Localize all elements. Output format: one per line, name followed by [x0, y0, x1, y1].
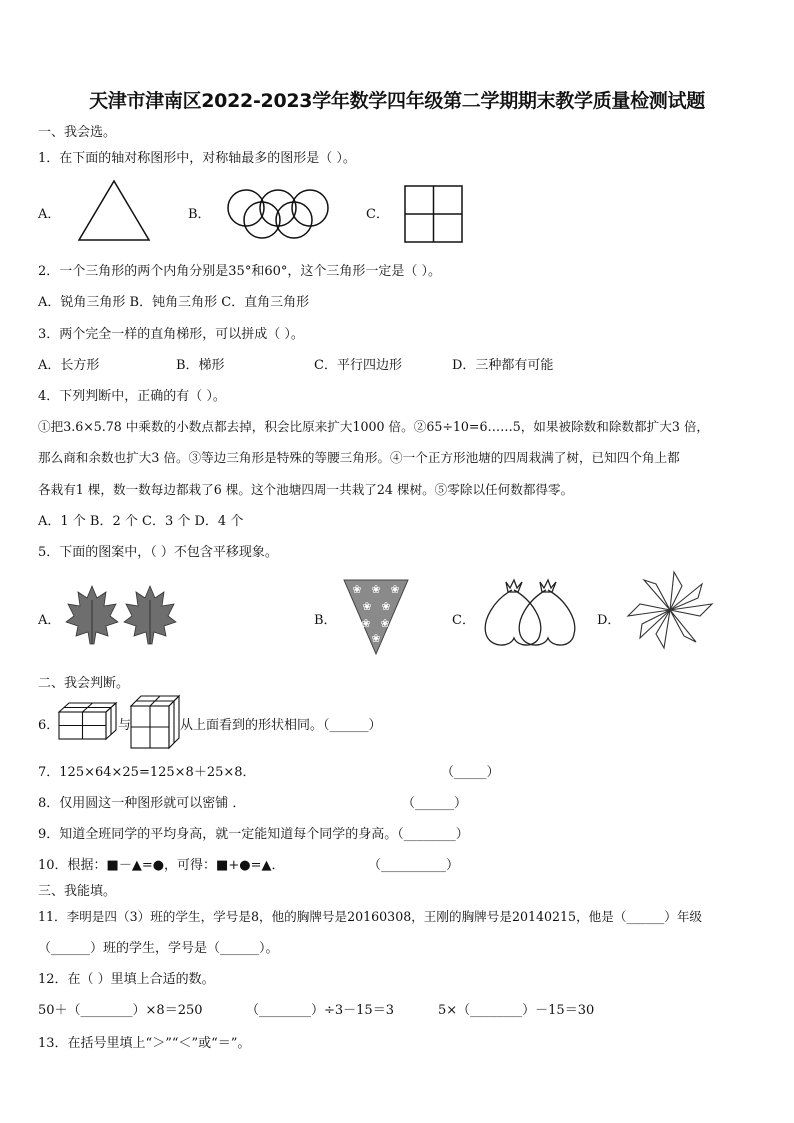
question-7-stem: 7．125×64×25=125×8＋25×8． [38, 765, 256, 780]
question-12-equation-2: （________）÷3－15＝3 [246, 1003, 394, 1018]
cube-stack-figure [129, 694, 181, 750]
question-1-stem: 1．在下面的轴对称图形中，对称轴最多的图形是（ ）。 [38, 151, 356, 166]
question-5-option-a: A． [38, 613, 61, 628]
page-title: 天津市津南区2022-2023学年数学四年级第二学期期末教学质量检测试题 [89, 90, 705, 112]
question-11-line-2: （______）班的学生，学号是（______）。 [38, 941, 279, 956]
question-5-option-c: C． [452, 613, 475, 628]
question-1-option-b: B． [188, 207, 211, 222]
svg-text:❀: ❀ [352, 583, 362, 596]
question-5-option-b: B． [314, 613, 337, 628]
snowflake-triangle-figure [340, 578, 412, 658]
svg-text:❀: ❀ [361, 617, 371, 630]
question-9-stem: 9．知道全班同学的平均身高，就一定能知道每个同学的身高。（________） [38, 827, 469, 842]
question-4-options: A．1 个 B．2 个 C．3 个 D．4 个 [38, 514, 244, 529]
hearts-figure [480, 576, 582, 654]
question-12-equation-3: 5×（________）－15＝30 [438, 1003, 595, 1018]
triangle-figure [76, 178, 152, 244]
cuboid-4-cubes-figure [57, 700, 119, 742]
question-7-answer-blank[interactable]: （_____） [441, 765, 500, 780]
question-12-stem: 12．在（ ）里填上合适的数。 [38, 972, 215, 987]
olympic-rings-figure [224, 188, 332, 240]
question-6-number: 6． [38, 718, 60, 733]
svg-text:❀: ❀ [381, 600, 391, 613]
square-grid-figure [403, 184, 465, 244]
question-8-stem: 8．仅用圆这一种图形就可以密铺 ． [38, 796, 246, 811]
question-1-option-a: A． [38, 207, 61, 222]
section-heading-choose: 一、我会选。 [38, 125, 117, 140]
question-10-stem: 10．根据：■－▲=●，可得：■+●=▲． [38, 858, 285, 873]
question-5-option-d: D． [597, 613, 621, 628]
section-heading-judge: 二、我会判断。 [38, 676, 130, 691]
svg-text:❀: ❀ [371, 583, 381, 596]
question-4-text-line-3: 各栽有1 棵，数一数每边都栽了6 棵。这个池塘四周一共栽了24 棵树。⑤零除以任何数都得零。 [38, 482, 574, 497]
pinwheel-figure [624, 570, 716, 650]
question-3-option-d: D．三种都有可能 [452, 358, 554, 373]
maple-leaves-figure [62, 580, 180, 650]
question-3-stem: 3．两个完全一样的直角梯形，可以拼成（ ）。 [38, 327, 304, 342]
question-3-option-a: A．长方形 [38, 358, 100, 373]
question-4-text-line-2: 那么商和余数也扩大3 倍。③等边三角形是特殊的等腰三角形。④一个正方形池塘的四周栽满了树，已知四个角上都 [38, 450, 680, 465]
question-5-stem: 5．下面的图案中，（ ）不包含平移现象。 [38, 545, 278, 560]
svg-text:❀: ❀ [362, 600, 372, 613]
question-4-stem: 4．下列判断中，正确的有（ ）。 [38, 389, 226, 404]
question-4-text-line-1: ①把3.6×5.78 中乘数的小数点都去掉，积会比原来扩大1000 倍。②65÷10=6……5，如果被除数和除数都扩大3 倍， [38, 419, 710, 434]
question-11-line-1: 11．李明是四（3）班的学生，学号是8，他的胸牌号是20160308，王刚的胸牌号是20140215，他是（______）年级 [38, 909, 703, 924]
question-2-options: A．锐角三角形 B．钝角三角形 C．直角三角形 [38, 295, 310, 310]
question-12-equation-1: 50＋（________）×8＝250 [38, 1003, 203, 1018]
svg-text:❀: ❀ [390, 583, 400, 596]
question-2-stem: 2．一个三角形的两个内角分别是35°和60°，这个三角形一定是（ ）。 [38, 264, 441, 279]
question-6-statement: 从上面看到的形状相同。（______） [180, 718, 382, 733]
section-heading-fill: 三、我能填。 [38, 884, 117, 899]
question-1-option-c: C． [366, 207, 389, 222]
svg-text:❀: ❀ [371, 632, 381, 645]
question-3-option-b: B．梯形 [176, 358, 225, 373]
question-6-with: 与 [118, 718, 132, 733]
svg-text:❀: ❀ [380, 617, 390, 630]
question-10-answer-blank[interactable]: （__________） [368, 858, 460, 873]
question-13-stem: 13．在括号里填上“＞”“＜”或“＝”。 [38, 1036, 251, 1051]
question-8-answer-blank[interactable]: （______） [402, 796, 468, 811]
question-3-option-c: C．平行四边形 [314, 358, 402, 373]
